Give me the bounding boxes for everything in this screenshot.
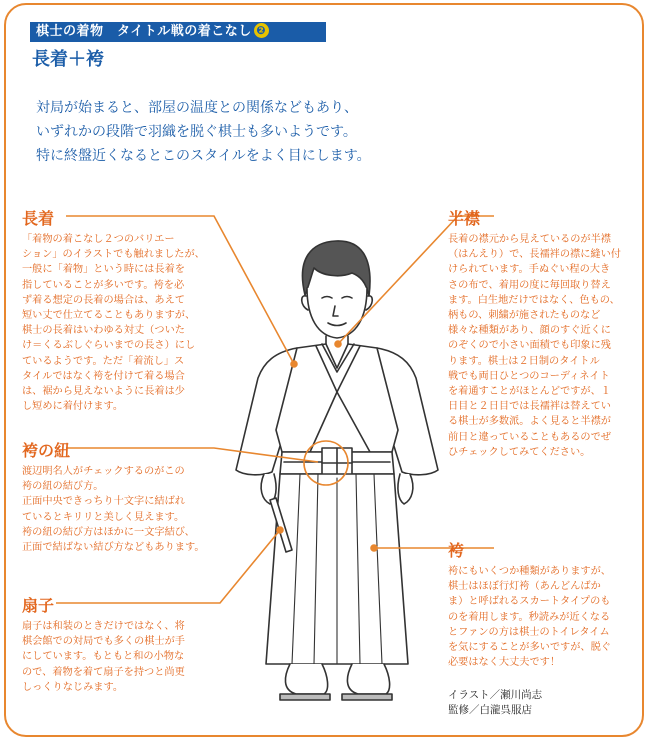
intro-line: いずれかの段階で羽織を脱ぐ棋士も多いようです。 <box>36 124 357 140</box>
illustration-credit: イラスト／瀬川尚志 <box>448 689 543 701</box>
text-line: ます。白生地だけではなく、色もの、 <box>448 294 620 306</box>
section-body-nagagi <box>22 232 222 414</box>
right-hand <box>398 474 413 504</box>
text-line: ているとキリリと美しく見えます。 <box>22 511 185 523</box>
text-line: 日目と２日目では長襦袢は替えてい <box>448 401 611 413</box>
text-line: 袴の紐の結び方はほかに一文字結び、 <box>22 526 195 538</box>
text-line: け＝くるぶしぐらいまでの長さ）にし <box>22 340 196 352</box>
text-line: 正面で結ばない結び方などもあります。 <box>22 542 205 554</box>
section-body-sensu <box>22 619 232 695</box>
leader-dot-nagagi <box>291 361 297 367</box>
text-line: 柄もの、刺繍が施されたものなど <box>448 310 601 322</box>
text-line: のぞくので小さい面積でも印象に残 <box>448 340 611 352</box>
page-title: 長着＋袴 <box>32 49 104 70</box>
text-line: とファンの方は棋士のトイレタイム <box>448 626 610 638</box>
leader-dot-sensu <box>277 527 283 533</box>
text-line: し短めに着付けます。 <box>22 401 124 413</box>
text-line: タイルではなく袴を付けて着る場合 <box>22 370 185 382</box>
text-line: を着通すことがほとんどですが、１ <box>448 386 611 398</box>
section-title-nagagi: 長着 <box>22 209 55 228</box>
text-line: 棋士はほぼ行灯袴（あんどんばか <box>448 581 601 593</box>
text-line: ので、着物を着て扇子を持つと尚更 <box>22 666 185 678</box>
text-line: にしています。もともと和の小物な <box>22 651 185 663</box>
text-line: けられています。手ぬぐい程の大き <box>448 264 611 276</box>
text-line: 一般に「着物」という時には長着を <box>22 264 185 276</box>
credits <box>448 688 542 718</box>
text-line: 正面中央できっちり十文字に結ばれ <box>22 496 185 508</box>
text-line: しっくりなじみます。 <box>22 681 124 693</box>
supervision-credit: 監修／白瀧呉服店 <box>448 704 532 716</box>
leader-himo <box>66 448 318 462</box>
right-foot <box>347 664 389 694</box>
nagagi-body <box>276 344 398 452</box>
text-line: ているようです。ただ「着流し」ス <box>22 355 185 367</box>
face <box>307 288 367 338</box>
text-line: 扇子は和装のときだけではなく、将 <box>22 621 185 632</box>
text-line: 袴にもいくつか種類がありますが、 <box>448 566 611 577</box>
text-line: 棋士の長着はいわゆる対丈（ついた <box>22 325 185 337</box>
text-line: ひチェックしてみてください。 <box>448 446 591 458</box>
text-line: る棋士が多数派。よく見ると半襟が <box>448 416 611 428</box>
text-line: ず着る想定の長着の場合は、あえて <box>22 294 185 306</box>
text-line: 必要はなく大丈夫です！ <box>448 657 561 669</box>
text-line: 「着物の着こなし２つのバリエー <box>22 234 175 245</box>
text-line: 棋会館での対局でも多くの棋士が手 <box>22 636 185 648</box>
text-line: のを着用します。秒読みが近くなる <box>448 611 611 623</box>
section-title-sensu: 扇子 <box>22 596 55 615</box>
text-line: 渡辺明名人がチェックするのがこの <box>22 466 185 477</box>
section-title-haneri: 半襟 <box>448 209 481 228</box>
hair <box>302 241 370 296</box>
text-line: は、裾から見えないように長着は少 <box>22 386 185 398</box>
zori <box>280 694 392 700</box>
section-body-himo <box>22 464 232 555</box>
text-line: ります。棋士は２日制のタイトル <box>448 355 600 367</box>
section-title-himo: 袴の紐 <box>22 441 71 460</box>
text-line: を気にすることが多いですが、脱ぐ <box>448 642 611 654</box>
text-line: 戦でも両日ひとつのコーディネイト <box>448 370 610 382</box>
leader-dot-haneri <box>335 341 341 347</box>
text-line: ま）と呼ばれるスカートタイプのも <box>448 596 611 608</box>
text-line: 指していることが多いです。袴を必 <box>22 279 185 291</box>
leader-dot-hakama <box>371 545 377 551</box>
text-line: さの布で、着用の度に毎回取り替え <box>448 279 611 291</box>
text-line: 前日と違っていることもあるのでぜ <box>448 431 611 443</box>
text-line: 短い丈で仕立てることもありますが、 <box>22 310 196 322</box>
section-body-haneri <box>448 232 634 460</box>
intro-line: 特に終盤近くなるとこのスタイルをよく目にします。 <box>36 148 371 164</box>
section-body-hakama <box>448 564 634 670</box>
text-line: 袴の紐の結び方。 <box>22 481 104 493</box>
text-line: （はんえり）で、長襦袢の襟に縫い付 <box>448 249 621 261</box>
section-title-hakama: 袴 <box>448 541 465 560</box>
left-foot <box>285 664 327 694</box>
text-line: 様々な種類があり、顔のすぐ近くに <box>448 325 611 337</box>
text-line: 長着の襟元から見えているのが半襟 <box>448 234 611 245</box>
series-number-badge: ❷ <box>254 23 269 38</box>
series-header-label: 棋士の着物 タイトル戦の着こなし <box>36 24 252 39</box>
intro-line: 対局が始まると、部屋の温度との関係などもあり、 <box>36 100 358 116</box>
text-line: ション」のイラストでも触れましたが、 <box>22 249 205 261</box>
